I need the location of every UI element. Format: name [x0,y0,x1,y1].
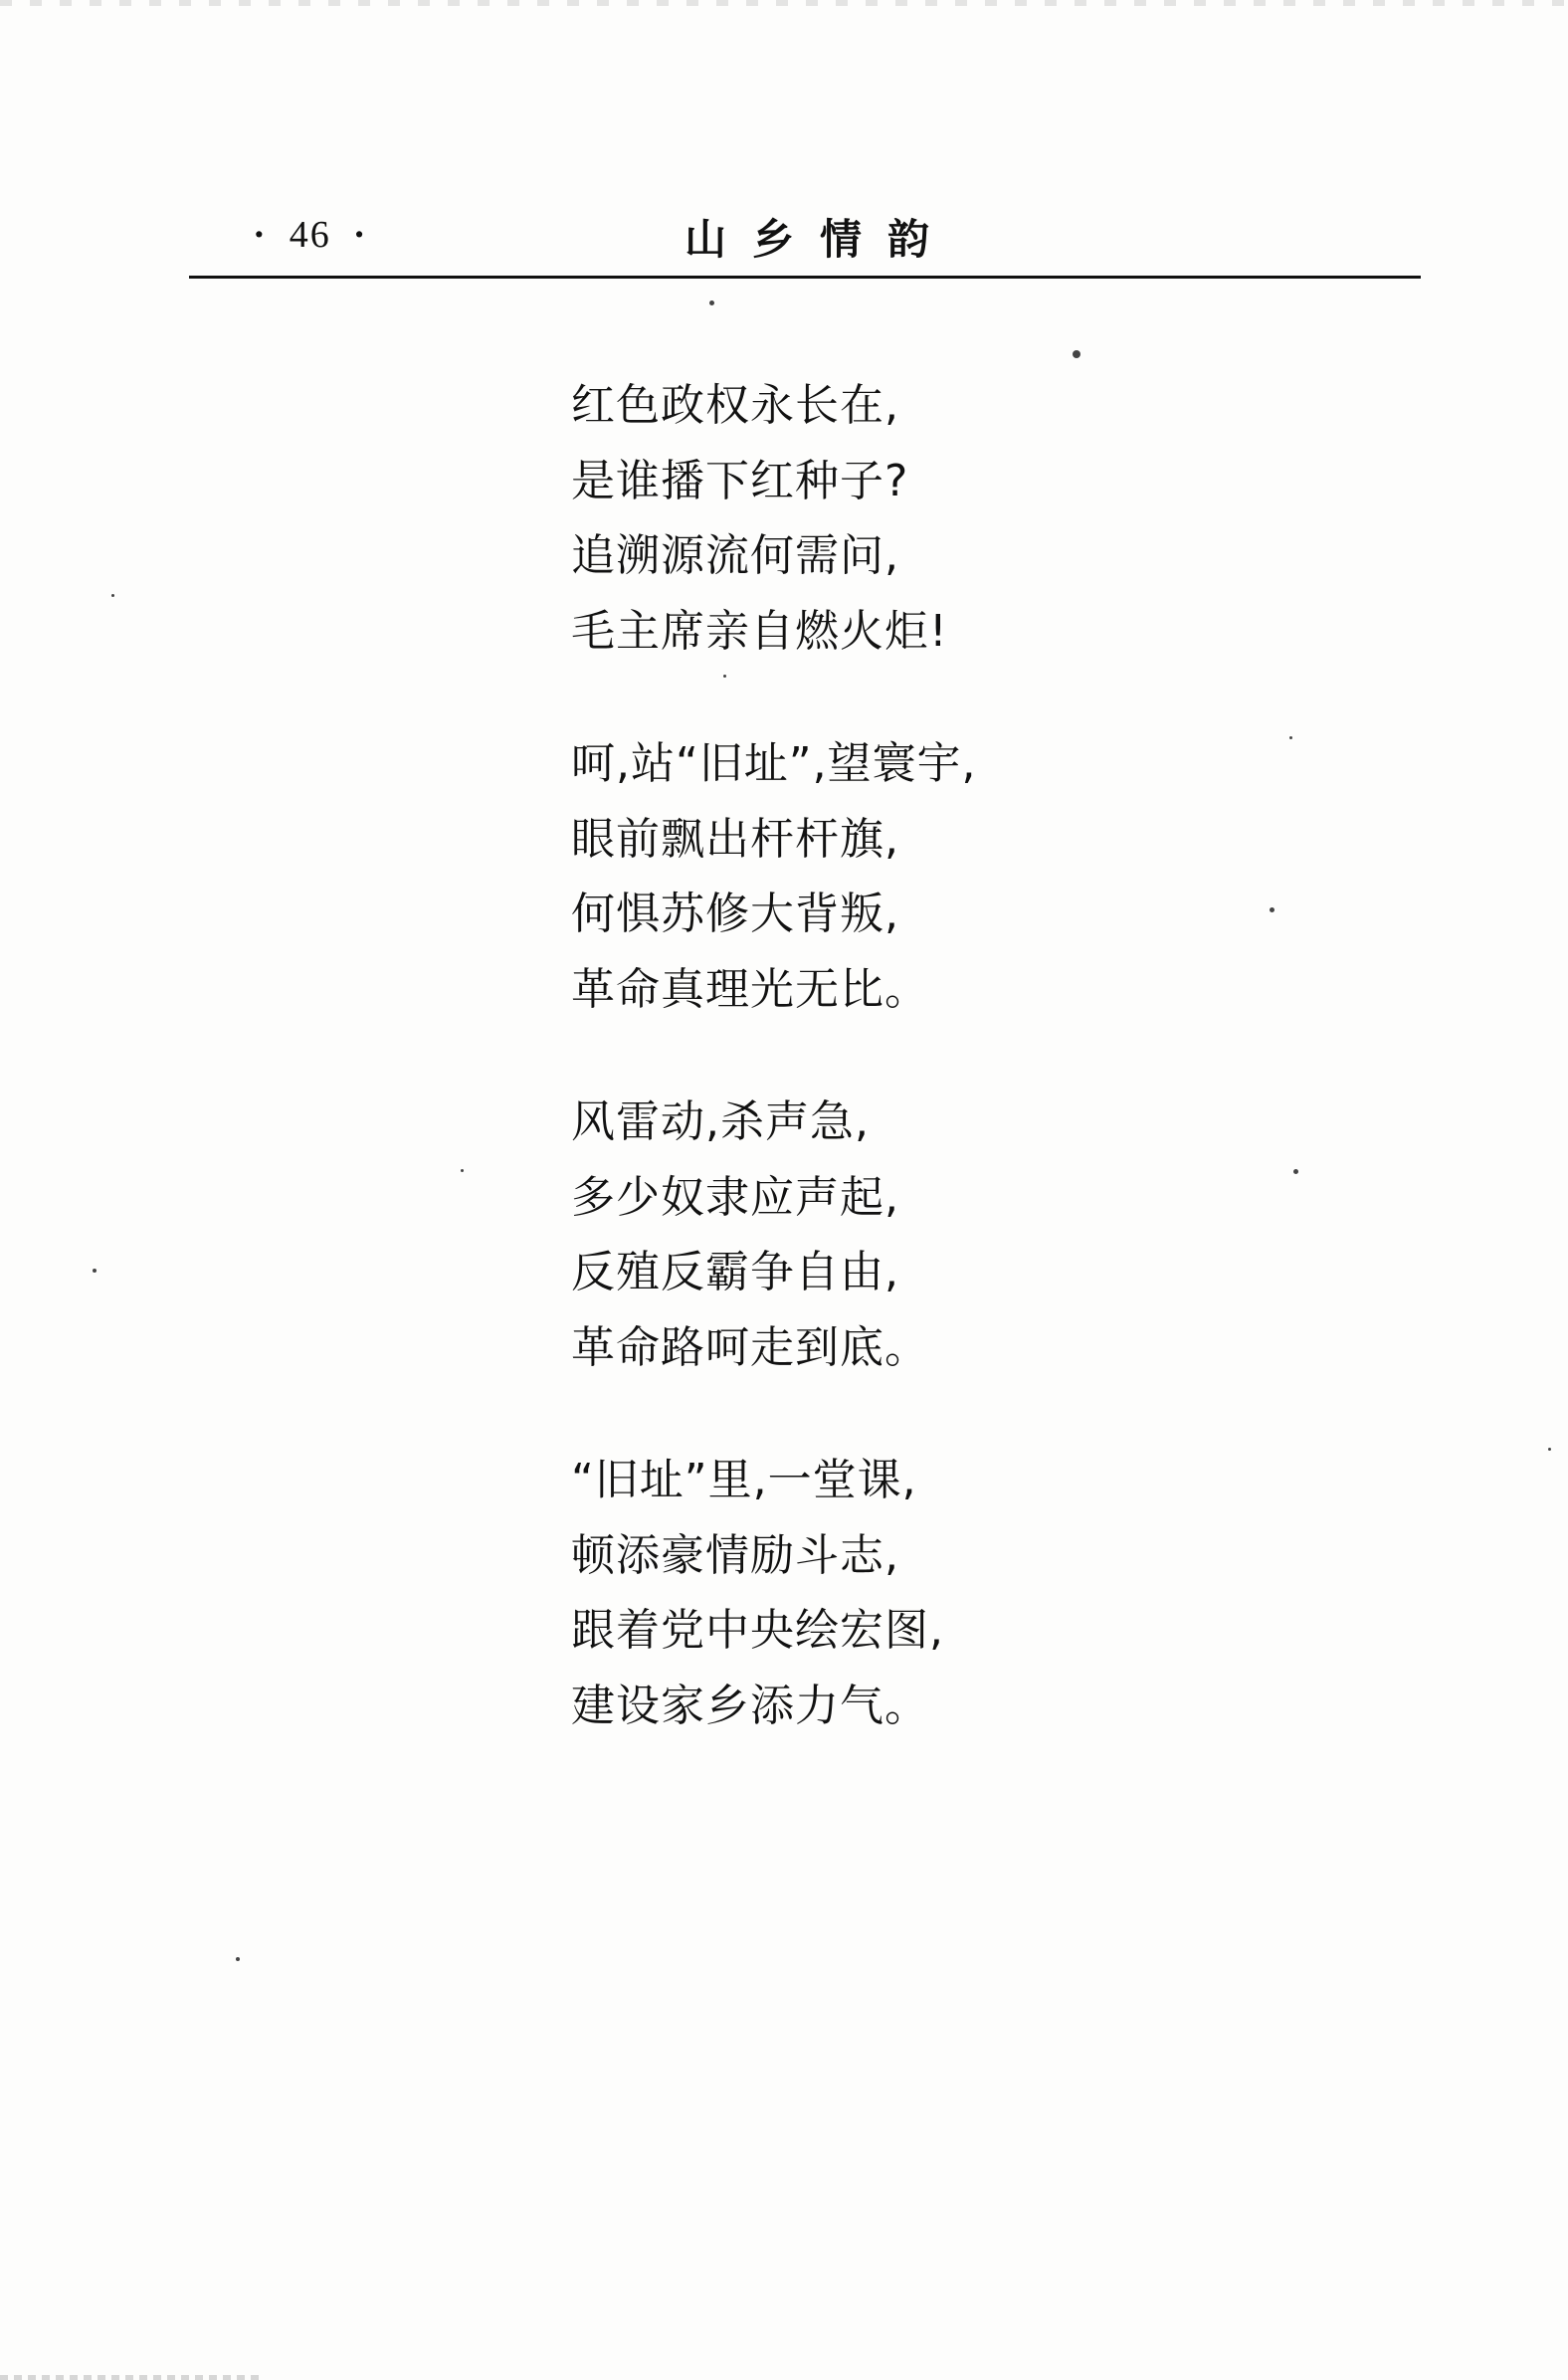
poem-line: 跟着党中央绘宏图, [571,1605,944,1656]
scan-speck [1289,736,1292,739]
scan-speck [93,1269,97,1273]
poem-line: 革命路呵走到底。 [571,1321,929,1373]
poem-line: 风雷动,杀声急, [571,1096,870,1147]
scan-speck [723,675,726,678]
book-title: 山乡情韵 [685,215,956,264]
scan-speck [1293,1169,1298,1174]
scan-speck [1073,350,1080,358]
scan-speck [1548,1448,1551,1451]
poem-line: 多少奴隶应声起, [571,1171,899,1223]
poem-line: 何惧苏修大背叛, [571,889,899,939]
poem-line: 呵,站“旧址”,望寰宇, [571,738,977,789]
scan-speck [236,1957,240,1961]
poem [571,368,977,1801]
scan-speck [461,1169,464,1172]
poem-line: 反殖反霸争自由, [571,1247,899,1297]
poem-line: 是谁播下红种子? [571,455,909,506]
stanza-2 [571,726,977,1027]
scan-speck [1270,907,1274,912]
poem-line: 追溯源流何需问, [571,530,899,581]
scan-top-edge [0,0,1568,6]
poem-line: 红色政权永长在, [571,380,899,431]
header-rule [189,276,1421,279]
page-number-dot-left: · [253,214,268,256]
poem-line: 顿添豪情励斗志, [571,1529,899,1581]
running-head [189,207,1421,267]
poem-line: “旧址”里,一堂课, [571,1455,917,1505]
poem-line: 革命真理光无比。 [571,963,929,1015]
poem-line: 眼前飘出杆杆旗, [571,813,899,865]
stanza-1 [571,368,977,669]
stanza-4 [571,1443,977,1743]
stanza-3 [571,1085,977,1385]
scan-speck [111,594,114,597]
page-number-value: 46 [289,214,331,256]
scan-bottom-edge [0,2375,259,2380]
page-number-dot-right: · [352,214,368,256]
scan-speck [709,300,714,305]
page-number [231,213,389,257]
poem-line: 毛主席亲自燃火炬! [571,605,948,657]
poem-line: 建设家乡添力气。 [571,1680,929,1731]
